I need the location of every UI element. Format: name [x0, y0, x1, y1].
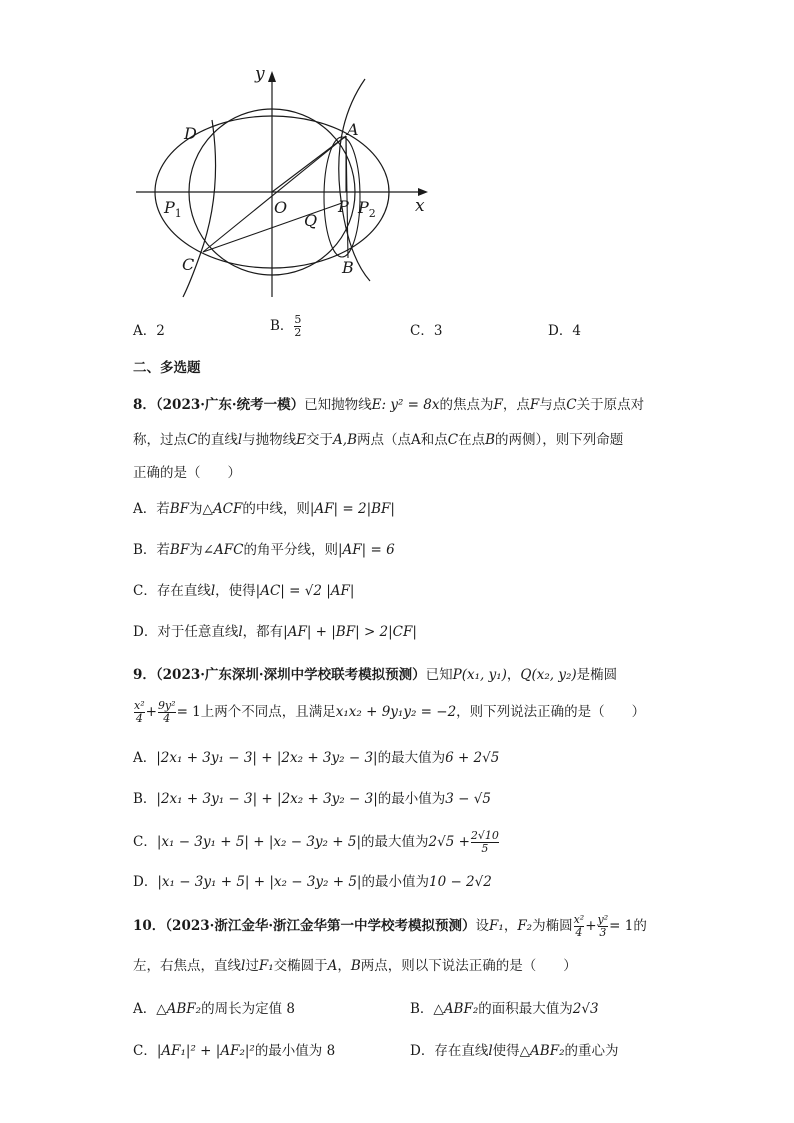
label-P1: $P_1$ [164, 198, 182, 220]
q8-option-d: D．对于任意直线l，都有|AF| + |BF| > 2|CF| [133, 624, 417, 640]
label-y: y [255, 64, 265, 84]
q9-line-2: $\frac{\text{x²}}{4}$ + $\frac{\text{9y²}}{4}$ = 1上两个不同点，且满足x₁x₂ + 9y₁y₂ = −2，则下列说法正确的是（ ） [134, 699, 646, 725]
label-A: A [347, 120, 359, 139]
label-D: D [184, 124, 197, 143]
label-P2: $P_2$ [358, 198, 376, 220]
q10-line-2: 左，右焦点，直线l过F₁交椭圆于A，B两点，则以下说法正确的是（ ） [133, 958, 577, 974]
geometry-figure [120, 55, 450, 315]
q7-option-c: C．3 [410, 323, 443, 339]
label-Q: Q [304, 211, 318, 230]
x-axis-arrow [418, 188, 428, 196]
q7-option-a: A．2 [133, 323, 165, 339]
q10-option-a: A．△ABF₂的周长为定值 8 [133, 1001, 295, 1017]
q9-option-a: A．|2x₁ + 3y₁ − 3| + |2x₂ + 3y₂ − 3|的最大值为6 + 2√5 [133, 750, 500, 766]
q8-option-a: A．若BF为△ACF的中线，则|AF| = 2|BF| [133, 501, 395, 517]
label-B: B [342, 258, 354, 277]
q8-option-b: B．若BF为∠AFC的角平分线，则|AF| = 6 [133, 542, 395, 558]
q7-option-d: D．4 [548, 323, 581, 339]
q8-line-3: 正确的是（ ） [133, 465, 241, 481]
label-C: C [182, 255, 195, 274]
label-P: P [338, 197, 349, 216]
q9-option-c: C．|x₁ − 3y₁ + 5| + |x₂ − 3y₂ + 5|的最大值为2√5 + $\frac{2√10}{5}$ [133, 829, 499, 855]
q9-option-b: B．|2x₁ + 3y₁ − 3| + |2x₂ + 3y₂ − 3|的最小值为3 − √5 [133, 791, 491, 807]
q8-line-1: 8．（2023·广东·统考一模）已知抛物线E: y² = 8x的焦点为F，点F与点C关于原点对 [133, 397, 645, 413]
q8-option-c: C．存在直线l，使得|AC| = √2 |AF| [133, 583, 355, 599]
q8-line-2: 称，过点C的直线l与抛物线E交于A,B两点（点A和点C在点B的两侧），则下列命题 [133, 432, 624, 448]
big-curve [183, 192, 272, 297]
q9-option-d: D．|x₁ − 3y₁ + 5| + |x₂ − 3y₂ + 5|的最小值为10 − 2√2 [133, 874, 492, 890]
label-x: x [415, 196, 425, 216]
q10-option-c: C．|AF₁|² + |AF₂|²的最小值为 8 [133, 1043, 336, 1059]
q10-option-b: B．△ABF₂的面积最大值为2√3 [410, 1001, 599, 1017]
line-OA [272, 136, 346, 192]
label-O: O [274, 198, 288, 217]
q10-line-1: 10．（2023·浙江金华·浙江金华第一中学校考模拟预测）设F₁，F₂为椭圆 $\frac{\text{x²}}{4}$ + $\frac{\text{y²}}{3}$ = 1的 [133, 913, 647, 939]
section-title: 二、多选题 [133, 360, 201, 376]
q7-option-b: B． $\frac{5}{2}$ [270, 313, 302, 339]
y-axis-arrow [268, 71, 276, 82]
q10-option-d: D．存在直线l使得△ABF₂的重心为 [410, 1043, 619, 1059]
q9-line-1: 9．（2023·广东深圳·深圳中学校联考模拟预测）已知P(x₁, y₁)，Q(x₂, y₂)是椭圆 [133, 667, 618, 683]
